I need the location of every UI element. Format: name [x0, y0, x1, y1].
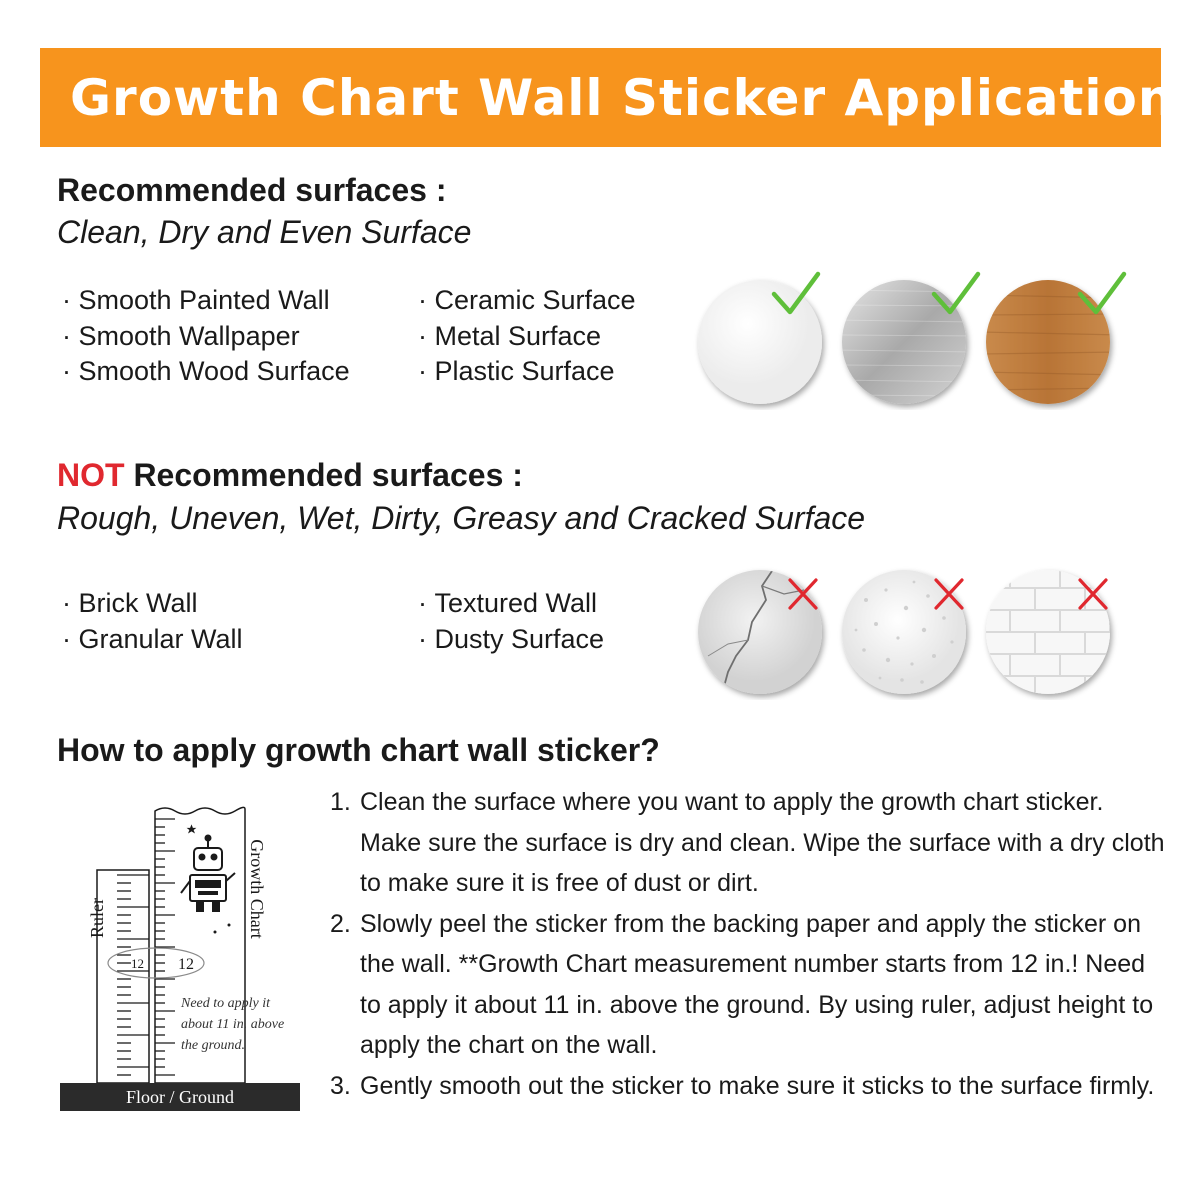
howto-heading: How to apply growth chart wall sticker?	[57, 732, 660, 768]
list-item: · Plastic Surface	[418, 354, 636, 390]
check-icon	[770, 270, 822, 325]
recommended-subtitle: Clean, Dry and Even Surface	[57, 214, 472, 250]
step-number: 3.	[330, 1071, 351, 1100]
chart-mark: 12	[178, 956, 194, 973]
step-number: 2.	[330, 909, 351, 938]
page-title: Growth Chart Wall Sticker Application	[70, 68, 1175, 127]
chart-label: Growth Chart	[247, 839, 267, 939]
list-item: · Dusty Surface	[418, 622, 604, 658]
step-item	[330, 904, 1170, 1066]
step-number: 1.	[330, 788, 351, 816]
howto-steps	[330, 782, 1170, 1106]
step-text: Gently smooth out the sticker to make sure it sticks to the surface firmly.	[360, 1071, 1155, 1100]
step-text: Clean the surface where you want to apply the growth chart sticker. Make sure the surface is dry and clean. Wipe the surface with a dry cloth to make sure it is free of dust or dirt.	[360, 788, 1165, 897]
not-recommended-list-col1	[62, 586, 243, 657]
cross-icon	[786, 576, 820, 617]
cross-icon	[932, 576, 966, 617]
recommended-list-col1	[62, 283, 350, 390]
title-banner	[40, 48, 1175, 147]
step-text: Slowly peel the sticker from the backing paper and apply the sticker on the wall. **Growth Chart measurement number starts from 12 in.! Need to apply it about 11 in. above the ground. By using ruler, adjust height to apply the chart on the wall.	[360, 909, 1154, 1059]
recommended-list-col2	[418, 283, 636, 390]
check-icon	[930, 270, 982, 325]
ruler-label: Ruler	[87, 898, 107, 938]
list-item: · Metal Surface	[418, 319, 636, 355]
list-item: · Smooth Wallpaper	[62, 319, 350, 355]
not-recommended-heading	[57, 457, 523, 494]
step-item	[330, 782, 1170, 904]
ground-label: Floor / Ground	[126, 1087, 234, 1107]
note-line: Need to apply it	[181, 996, 271, 1011]
list-item: · Smooth Wood Surface	[62, 354, 350, 390]
list-item: · Ceramic Surface	[418, 283, 636, 319]
recommended-heading: Recommended surfaces :	[57, 172, 447, 208]
note-line: the ground.	[181, 1038, 246, 1053]
list-item: · Granular Wall	[62, 622, 243, 658]
cross-icon	[1076, 576, 1110, 617]
application-illustration	[55, 795, 315, 1125]
step-item	[330, 1066, 1170, 1107]
note-line: about 11 in. above	[181, 1017, 285, 1032]
list-item: · Brick Wall	[62, 586, 243, 622]
not-recommended-heading-text: Recommended surfaces :	[124, 457, 523, 493]
list-item: · Textured Wall	[418, 586, 604, 622]
not-recommended-subtitle: Rough, Uneven, Wet, Dirty, Greasy and Cracked Surface	[57, 500, 866, 536]
list-item: · Smooth Painted Wall	[62, 283, 350, 319]
not-recommended-list-col2	[418, 586, 604, 657]
check-icon	[1076, 270, 1128, 325]
ruler-mark: 12	[131, 956, 144, 971]
not-label: NOT	[57, 457, 125, 493]
